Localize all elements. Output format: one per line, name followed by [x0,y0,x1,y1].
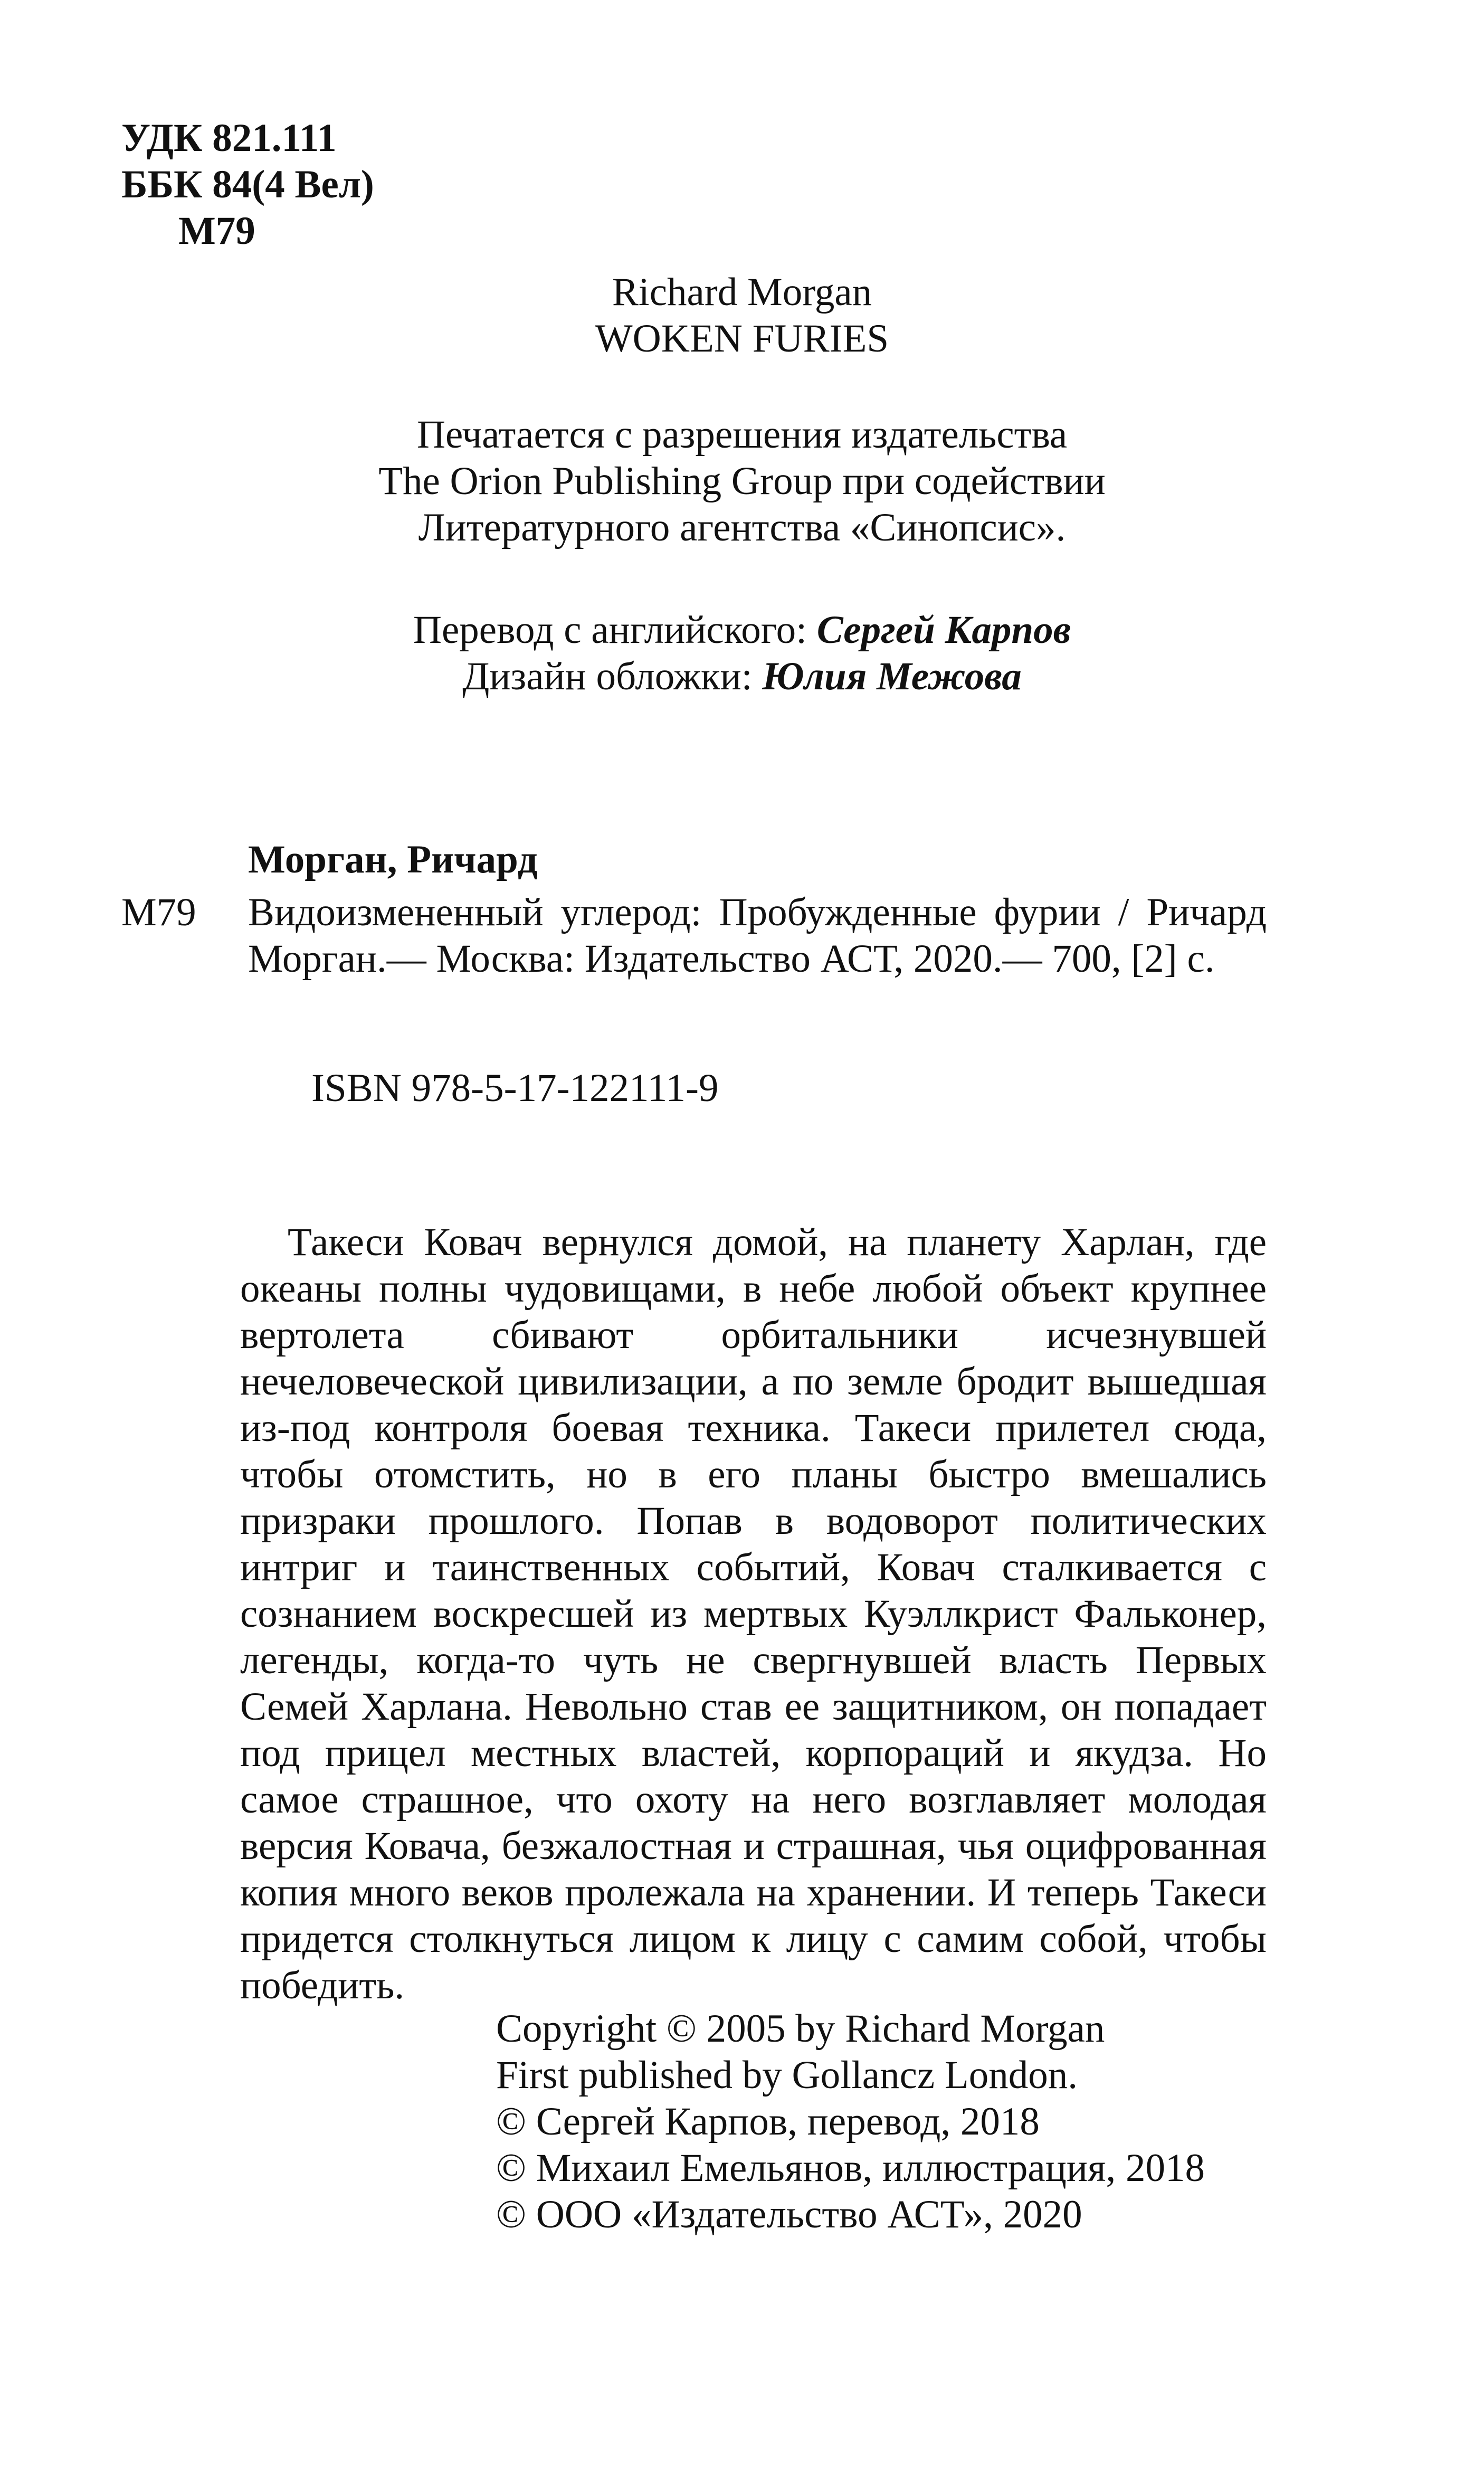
translation-label: Перевод с английского: [413,608,817,652]
copyright-line-1: Copyright © 2005 by Richard Morgan [496,2007,1105,2051]
catalog-author-heading: Морган, Ричард [248,838,538,881]
book-annotation: Такеси Ковач вернулся домой, на планету Харлан, где океаны полны чудовищами, в небе любой объект крупнее вертолета сбивают орбитальники исчезнувшей нечеловеческой цивилизации, а по земле бродит вышедшая из-под контроля боевая техника. Такеси прилетел сюда, чтобы отомстить, но в его планы быстро вмешались призраки прошлого. Попав в водоворот политических интриг и таинственных событий, Ковач сталкивается с сознанием воскресшей из мертвых Куэллкрист Фальконер, легенды, когда-то чуть не свергнувшей власть Первых Семей Харлана. Невольно став ее защитником, он попадает под прицел местных властей, корпораций и якудза. Но самое страшное, что охоту на него возглавляет молодая версия Ковача, безжалостная и страшная, чья оцифрованная копия много веков пролежала на хранении. И теперь Такеси придется столкнуться лицом к лицу с самим собой, чтобы победить. [240,1220,1267,2007]
translation-credit [0,607,1484,653]
cover-designer-name: Юлия Межова [762,655,1022,698]
original-author: Richard Morgan [612,270,872,314]
copyright-line-3: © Сергей Карпов, перевод, 2018 [496,2100,1040,2143]
udk-code: УДК 821.111 [121,116,337,160]
permission-line-2: The Orion Publishing Group при содействии [378,459,1106,503]
catalog-description: Видоизмененный углерод: Пробужденные фурии / Ричард Морган.— Москва: Издательство АСТ, 2020.— 700, [2] с. [248,890,1267,981]
catalog-code: М79 [121,890,196,934]
copyright-line-4: © Михаил Емельянов, иллюстрация, 2018 [496,2146,1205,2190]
original-title: WOKEN FURIES [595,317,889,361]
isbn: ISBN 978-5-17-122111-9 [311,1066,719,1110]
copyright-line-5: © ООО «Издательство АСТ», 2020 [496,2193,1082,2236]
cover-label: Дизайн обложки: [462,655,763,698]
cover-credit [0,653,1484,700]
permission-line-3: Литературного агентства «Синопсис». [418,506,1066,549]
author-mark-code: М79 [178,209,255,253]
bbk-code: ББК 84(4 Вел) [121,163,374,206]
translator-name: Сергей Карпов [816,608,1071,652]
permission-line-1: Печатается с разрешения издательства [416,413,1068,457]
copyright-line-2: First published by Gollancz London. [496,2053,1078,2097]
